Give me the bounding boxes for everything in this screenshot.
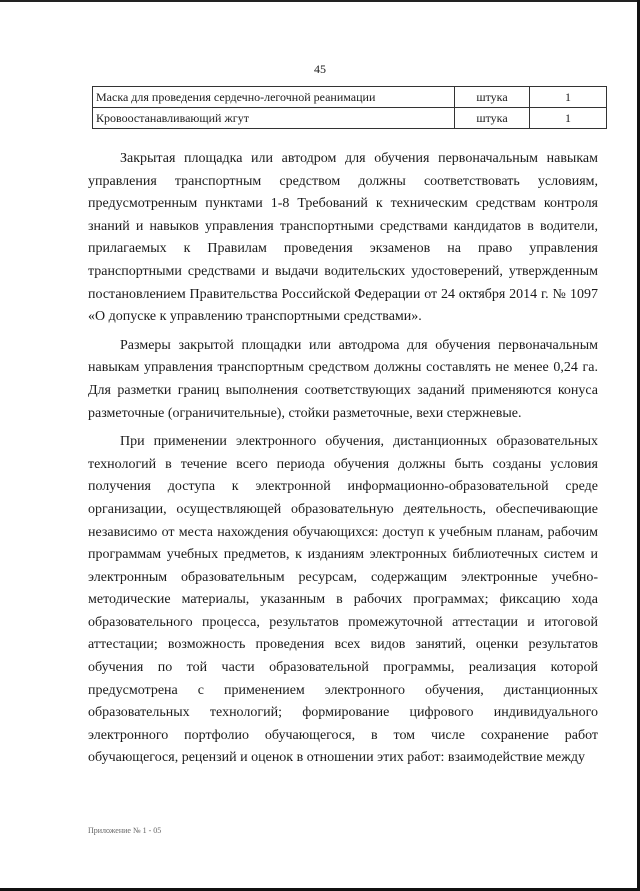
scan-border-top xyxy=(0,0,640,2)
paragraph-ground-size: Размеры закрытой площадки или автодрома для обучения первоначальным навыкам управления транспортным средством должны составлять не менее 0,24 га. Для разметки границ выполнения соответствующих заданий применяются конуса разметочные (ограничительные), стойки разметочные, вехи стержневые. xyxy=(88,337,598,421)
item-unit: штука xyxy=(455,108,530,129)
page-number: 45 xyxy=(314,62,326,76)
item-name: Маска для проведения сердечно-легочной реанимации xyxy=(93,87,455,108)
document-body xyxy=(88,148,598,776)
footer-note: Приложение № 1 - 05 xyxy=(88,826,162,835)
table-row xyxy=(93,108,607,129)
paragraph-e-learning: При применении электронного обучения, дистанционных образовательных технологий в течение всего периода обучения должны быть созданы условия получения доступа к электронной информационно-образовательной среде организации, осуществляющей образовательную деятельность, обеспечивающие независимо от места нахождения обучающихся: доступ к учебным планам, рабочим программам учебных предметов, к изданиям электронных библиотечных систем и электронным образовательным ресурсам, содержащим электронные учебно-методические материалы, указанным в рабочих программах; фиксацию хода образовательного процесса, результатов промежуточной аттестации и итоговой аттестации; возможность проведения всех видов занятий, оценки результатов обучения по той части образовательной программы, реализация которой предусмотрена с применением электронного обучения, дистанционных образовательных технологий; формирование цифрового индивидуального электронного портфолио обучающегося, в том числе сохранение работ обучающегося, рецензий и оценок в отношении этих работ: взаимодействие между xyxy=(88,434,598,766)
table-row xyxy=(93,87,607,108)
item-name: Кровоостанавливающий жгут xyxy=(93,108,455,129)
item-quantity: 1 xyxy=(530,87,607,108)
equipment-table xyxy=(92,86,607,129)
paragraph-training-ground: Закрытая площадка или автодром для обучения первоначальным навыкам управления транспортным средством должны соответствовать условиям, предусмотренным пунктами 1-8 Требований к техническим средствам контроля знаний и навыков управления транспортными средствами кандидатов в водители, прилагаемых к Правилам проведения экзаменов на право управления транспортными средствами и выдачи водительских удостоверений, утвержденным постановлением Правительства Российской Федерации от 24 октября 2014 г. № 1097 «О допуске к управлению транспортными средствами». xyxy=(88,151,598,325)
item-quantity: 1 xyxy=(530,108,607,129)
item-unit: штука xyxy=(455,87,530,108)
